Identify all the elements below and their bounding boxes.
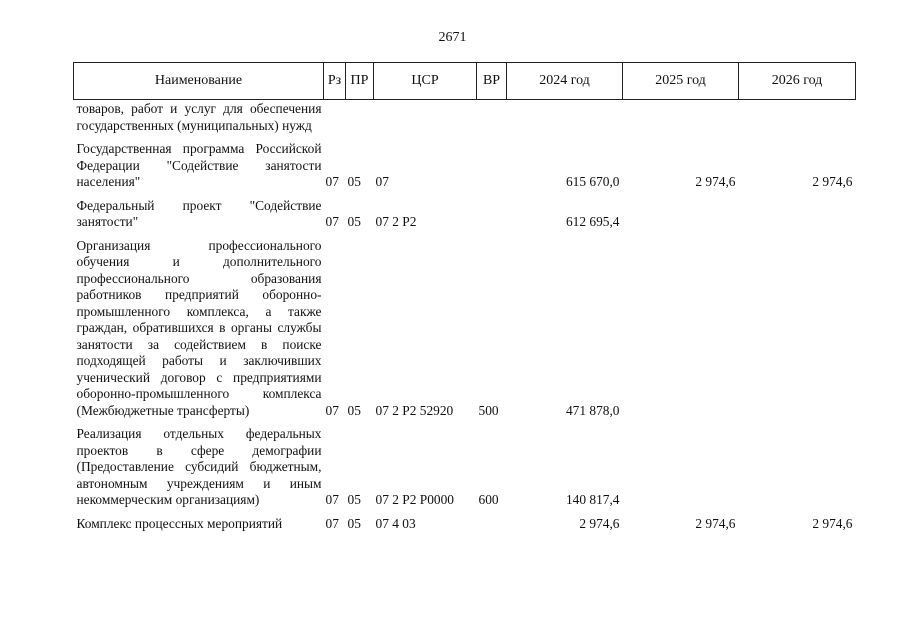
row-2024 (507, 100, 623, 135)
row-2026 (739, 100, 856, 135)
row-pr: 05 (347, 402, 361, 418)
row-csr: 07 2 Р2 (375, 214, 417, 229)
table-body (74, 100, 856, 533)
table-row (74, 191, 856, 231)
row-2024: 471 878,0 (565, 402, 620, 418)
row-csr: 07 4 03 (375, 515, 416, 531)
row-pr: 05 (347, 174, 361, 189)
row-2024: 612 695,4 (565, 214, 620, 229)
row-name: Государственная программа Российской Федерации "Содействие занятости населения" (76, 141, 322, 189)
header-vr: ВР (477, 63, 507, 100)
row-2025 (623, 191, 739, 231)
header-2024: 2024 год (507, 63, 623, 100)
row-2024: 615 670,0 (565, 174, 620, 189)
table-row (74, 419, 856, 509)
header-name: Наименование (74, 63, 324, 100)
header-2025: 2025 год (623, 63, 739, 100)
row-2026: 2 974,6 (812, 515, 853, 531)
row-csr: 07 2 Р2 Р0000 (375, 492, 454, 507)
row-2025 (623, 100, 739, 135)
row-name: Организация профессионального обучения и дополнительного профессионального образования работников предприятий оборонно-промышленного комплекса, а также граждан, обратившихся в органы службы занятости за содействием в поиске подходящей работы и заключивших ученический договор с предприятиями оборонно-промышленного комплекса (Межбюджетные трансферты) (76, 237, 322, 418)
row-rz: 07 (325, 515, 339, 531)
row-2024: 2 974,6 (579, 515, 620, 531)
row-vr (477, 191, 507, 231)
row-2024: 140 817,4 (565, 492, 620, 507)
row-2025: 2 974,6 (695, 515, 736, 531)
row-2025 (623, 419, 739, 509)
row-name: Комплекс процессных мероприятий (76, 515, 283, 531)
row-name: товаров, работ и услуг для обеспечения государственных (муниципальных) нужд (76, 101, 322, 133)
header-rz: Рз (324, 63, 346, 100)
row-vr (477, 134, 507, 191)
table-row (74, 509, 856, 533)
row-csr (374, 100, 477, 135)
row-pr (346, 100, 374, 135)
table-row (74, 134, 856, 191)
page-number: 2671 (438, 30, 467, 45)
row-vr (477, 509, 507, 533)
row-name: Реализация отдельных федеральных проектов в сфере демографии (Предоставление субсидий бюджетным, автономным учреждениям и иным некоммерческим организациям) (76, 426, 322, 507)
row-rz: 07 (325, 174, 339, 189)
row-csr: 07 (375, 174, 389, 189)
row-rz: 07 (325, 492, 339, 507)
budget-table (73, 62, 856, 532)
row-pr: 05 (347, 492, 361, 507)
row-csr: 07 2 Р2 52920 (375, 402, 454, 418)
row-2026: 2 974,6 (812, 174, 853, 189)
header-2026: 2026 год (739, 63, 856, 100)
row-2025: 2 974,6 (695, 174, 736, 189)
row-2026 (739, 191, 856, 231)
row-rz (324, 100, 346, 135)
row-rz: 07 (325, 214, 339, 229)
row-vr: 600 (478, 492, 499, 507)
row-pr: 05 (347, 214, 361, 229)
row-name: Федеральный проект "Содействие занятости" (76, 197, 322, 229)
table-row (74, 100, 856, 135)
row-vr (477, 100, 507, 135)
table-header (74, 63, 856, 100)
row-vr: 500 (478, 402, 499, 418)
table-row (74, 231, 856, 420)
header-pr: ПР (346, 63, 374, 100)
row-2026 (739, 231, 856, 420)
row-2025 (623, 231, 739, 420)
row-rz: 07 (325, 402, 339, 418)
header-csr: ЦСР (374, 63, 477, 100)
row-2026 (739, 419, 856, 509)
row-pr: 05 (347, 515, 361, 531)
